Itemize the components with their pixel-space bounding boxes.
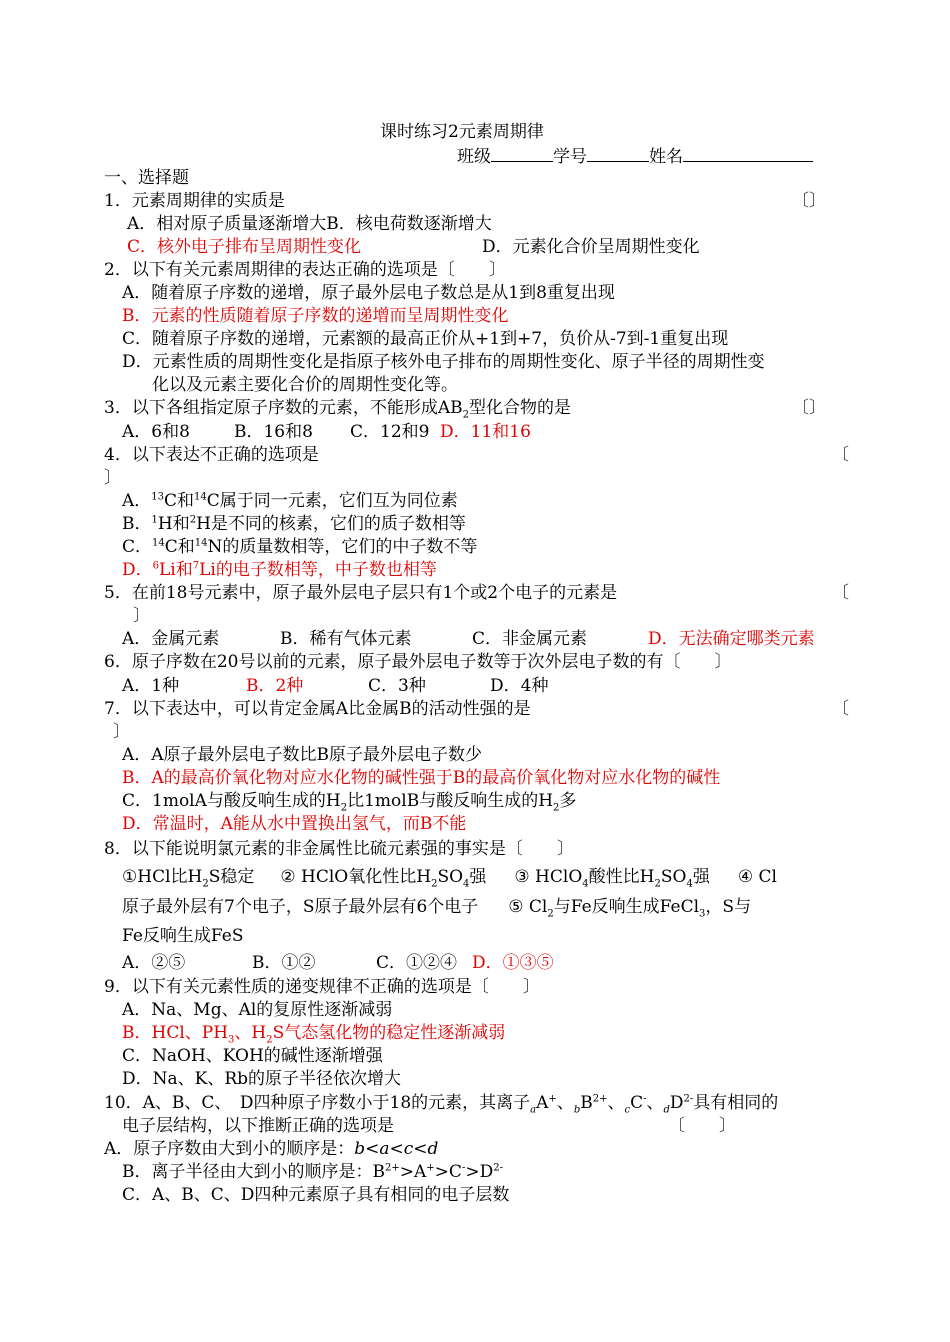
page-title: 课时练习2元素周期律 (380, 122, 544, 142)
q10-b-charge: - (461, 1162, 466, 1174)
q10-b-text: >D (465, 1162, 494, 1182)
q2-option-b[interactable]: B．元素的性质随着原子序数的递增而呈周期性变化 (122, 306, 509, 326)
q3-option-b[interactable]: B．16和8 (234, 422, 313, 442)
q10-stem-text: 10．A、B、C、 D四种原子序数小于18的元素，其离子 (104, 1093, 531, 1113)
q4-option-b[interactable] (122, 513, 466, 535)
q2-option-c[interactable]: C．随着原子序数的递增，元素额的最高正价从+1到+7，负价从-7到-1重复出现 (122, 329, 729, 349)
q1-stem: 1．元素周期律的实质是 (104, 191, 285, 211)
q1-option-b[interactable]: B．核电荷数逐渐增大 (326, 214, 492, 234)
q7-option-d[interactable]: D．常温时，A能从水中置换出氢气，而B不能 (122, 814, 467, 834)
q8-sub: 3 (699, 908, 706, 920)
name-blank[interactable] (683, 145, 813, 162)
q3-stem-text-end: 型化合物的是 (468, 398, 571, 418)
q9-option-a[interactable]: A．Na、Mg、Al的复原性逐渐减弱 (122, 1000, 393, 1020)
q4-option-a[interactable] (122, 490, 458, 512)
q4-stem: 4．以下表达不正确的选项是 (104, 445, 319, 465)
q10-b-text: >A (399, 1162, 427, 1182)
q8-sub: 2 (202, 878, 209, 890)
q4-a-text2: C属于同一元素，它们互为同位素 (206, 491, 458, 511)
q2-option-d-line2: 化以及元素主要化合价的周期性变化等。 (152, 375, 458, 395)
q10-a-text: A．原子序数由大到小的顺序是： (104, 1139, 355, 1159)
q8-fact5: ⑤ Cl (508, 897, 548, 917)
q10-index-b: b (573, 1104, 581, 1116)
q4-a-sup1: 13 (151, 491, 165, 503)
q8-fact1-end: S稳定 (208, 867, 255, 887)
q10-option-a[interactable] (104, 1138, 438, 1160)
q4-b-text2: H是不同的核素，它们的质子数相等 (196, 514, 466, 534)
q7-stem: 7．以下表达中，可以肯定金属A比金属B的活动性强的是 (104, 699, 531, 719)
q5-option-a[interactable]: A．金属元素 (122, 629, 220, 649)
q5-option-b[interactable]: B．稀有气体元素 (280, 629, 412, 649)
q10-paren: 〔 〕 (668, 1116, 736, 1136)
q4-d-text2: Li的电子数相等，中子数也相等 (199, 560, 437, 580)
q9-option-b[interactable] (122, 1022, 505, 1044)
q9-b-text2: 、H (234, 1023, 267, 1043)
q10-stem-end: 具有相同的 (693, 1093, 779, 1113)
q4-b-sup2: 2 (189, 514, 197, 526)
q10-ion-a: A (536, 1093, 549, 1113)
q3-paren: 〔〕 (792, 398, 826, 418)
q8-sub: 4 (463, 878, 470, 890)
q10-option-c[interactable]: C．A、B、C、D四种元素原子具有相同的电子层数 (122, 1185, 510, 1205)
q3-option-c[interactable]: C．12和9 (350, 422, 430, 442)
q8-sub: 2 (547, 908, 554, 920)
q4-paren-open: 〔 (832, 445, 849, 465)
q10-index-c: c (624, 1104, 631, 1116)
q7-option-b[interactable]: B．A的最高价氧化物对应水化物的碱性强于B的最高价氧化物对应水化物的碱性 (122, 768, 721, 788)
q10-b-text: >C (434, 1162, 462, 1182)
q10-a-expr: b<a<c<d (354, 1139, 439, 1159)
q7-c-sub2: 2 (553, 802, 560, 814)
q8-stem: 8．以下能说明氯元素的非金属性比硫元素强的事实是〔 〕 (104, 839, 574, 859)
q10-charge-b: 2+ (592, 1093, 608, 1105)
q5-stem: 5．在前18号元素中，原子最外层电子层只有1个或2个电子的元素是 (104, 583, 618, 603)
q10-b-text: B．离子半径由大到小的顺序是：B (122, 1162, 385, 1182)
q10-sep: 、 (607, 1093, 625, 1113)
q10-b-charge: 2+ (385, 1162, 400, 1174)
q1-option-d[interactable]: D．元素化合价呈周期性变化 (482, 237, 700, 257)
q8-fact3-end: 强 (692, 867, 710, 887)
q3-option-a[interactable]: A．6和8 (122, 422, 190, 442)
q8-option-c[interactable]: C．①②④ (376, 953, 458, 973)
class-blank[interactable] (491, 145, 553, 162)
q3-option-d[interactable]: D．11和16 (440, 422, 531, 442)
q4-label-b: B． (122, 514, 152, 534)
q6-option-c[interactable]: C．3种 (368, 676, 426, 696)
q8-sub: 2 (431, 878, 438, 890)
q1-option-c[interactable]: C．核外电子排布呈周期性变化 (127, 237, 362, 257)
q4-d-text1: Li和 (159, 560, 193, 580)
q10-option-b[interactable] (122, 1161, 503, 1183)
q3-stem-sub: 2 (462, 409, 469, 421)
q8-sub: 4 (686, 878, 693, 890)
q8-fact3-mid2: SO (660, 867, 687, 887)
q4-b-sup1: 1 (151, 514, 158, 526)
q4-option-c[interactable] (122, 536, 477, 558)
q10-stem-line1 (104, 1092, 778, 1114)
q8-sub: 2 (654, 878, 661, 890)
q5-paren-close: 〕 (133, 606, 150, 626)
q8-fact2-end: 强 (469, 867, 487, 887)
q7-paren-close: 〕 (113, 722, 130, 742)
q8-fact3: ③ HClO (514, 867, 583, 887)
q8-fact5-end: ，S与 (705, 897, 752, 917)
q9-option-d[interactable]: D．Na、K、Rb的原子半径依次增大 (122, 1069, 402, 1089)
q8-fact4-cont: 原子最外层有7个电子，S原子最外层有6个电子 (122, 897, 479, 917)
q10-ion-b: B (580, 1093, 593, 1113)
q2-option-a[interactable]: A．随着原子序数的递增，原子最外层电子数总是从1到8重复出现 (122, 283, 615, 303)
q4-label-a: A． (122, 491, 152, 511)
q6-option-d[interactable]: D．4种 (490, 676, 549, 696)
q10-sep: 、 (556, 1093, 574, 1113)
q3-stem-text: 3．以下各组指定原子序数的元素，不能形成AB (104, 398, 463, 418)
section-heading: 一、选择题 (104, 168, 189, 188)
q10-b-charge: + (426, 1162, 435, 1174)
q4-c-sup2: 14 (194, 537, 208, 549)
q5-paren-open: 〔 (832, 583, 849, 603)
q1-paren: 〔〕 (792, 191, 826, 211)
q7-c-text1: C．1molA与酸反响生成的H (122, 791, 341, 811)
q10-sep: 、 (646, 1093, 664, 1113)
q7-option-c[interactable] (122, 790, 576, 812)
q8-fact2: ② HClO氧化性比H (280, 867, 432, 887)
q6-option-b[interactable]: B．2种 (246, 676, 304, 696)
q10-index-a: a (530, 1104, 537, 1116)
q9-b-text3: S气态氢化物的稳定性逐渐减弱 (272, 1023, 506, 1043)
q10-stem-line2: 电子层结构，以下推断正确的选项是 (122, 1116, 394, 1136)
q4-c-text2: N的质量数相等，它们的中子数不等 (207, 537, 478, 557)
q8-option-b[interactable]: B．①② (252, 953, 316, 973)
q10-charge-a: + (548, 1093, 557, 1105)
id-label: 学号 (553, 147, 587, 167)
q3-stem (104, 397, 571, 419)
q8-sub: 4 (582, 878, 589, 890)
q8-option-a[interactable]: A．②⑤ (122, 953, 186, 973)
q8-facts-line3: Fe反响生成FeS (122, 926, 244, 946)
name-label: 姓名 (649, 147, 683, 167)
q10-charge-c: - (643, 1093, 647, 1105)
q8-fact4: ④ Cl (737, 867, 777, 887)
q4-option-d[interactable] (122, 559, 437, 581)
q4-a-text1: C和 (164, 491, 195, 511)
q8-fact5-mid: 与Fe反响生成FeCl (553, 897, 700, 917)
q8-fact3-mid: 酸性比H (588, 867, 655, 887)
q8-fact1: ①HCl比H (122, 867, 203, 887)
class-label: 班级 (457, 147, 491, 167)
q1-options-ab (127, 213, 492, 235)
student-info (457, 145, 813, 168)
q4-c-sup1: 14 (152, 537, 165, 549)
q4-b-text1: H和 (157, 514, 190, 534)
q4-d-sup1: 6 (152, 560, 160, 572)
q1-option-a[interactable]: A．相对原子质量逐渐增大 (127, 214, 327, 234)
q7-option-a[interactable]: A．A原子最外层电子数比B原子最外层电子数少 (122, 745, 483, 765)
q4-c-text1: C和 (164, 537, 195, 557)
q2-option-d-line1[interactable]: D．元素性质的周期性变化是指原子核外电子排布的周期性变化、原子半径的周期性变 (122, 352, 765, 372)
q5-option-d[interactable]: D．无法确定哪类元素 (648, 629, 815, 649)
q9-option-c[interactable]: C．NaOH、KOH的碱性逐渐增强 (122, 1046, 383, 1066)
q6-stem: 6．原子序数在20号以前的元素，原子最外层电子数等于次外层电子数的有〔 〕 (104, 652, 732, 672)
q4-paren-close: 〕 (104, 468, 121, 488)
id-blank[interactable] (587, 145, 649, 162)
q7-c-text2: 比1molB与酸反响生成的H (347, 791, 554, 811)
q4-label-c: C． (122, 537, 153, 557)
q9-b-sub2: 2 (266, 1034, 273, 1046)
q4-d-sup2: 7 (192, 560, 200, 572)
q7-c-text3: 多 (559, 791, 577, 811)
q10-b-charge: 2- (493, 1162, 503, 1174)
q6-option-a[interactable]: A．1种 (122, 676, 180, 696)
q10-ion-c: C (630, 1093, 644, 1113)
q7-paren-open: 〔 (832, 699, 849, 719)
q4-a-sup2: 14 (194, 491, 207, 503)
q10-index-d: d (663, 1104, 670, 1116)
q9-stem: 9．以下有关元素性质的递变规律不正确的选项是〔 〕 (104, 977, 540, 997)
q10-charge-d: 2- (683, 1093, 694, 1105)
q8-fact2-mid: SO (437, 867, 464, 887)
q8-facts-line2 (122, 896, 751, 918)
q2-stem: 2．以下有关元素周期律的表达正确的选项是〔 〕 (104, 260, 506, 280)
q4-label-d: D． (122, 560, 153, 580)
q8-option-d[interactable]: D．①③⑤ (472, 953, 554, 973)
q5-option-c[interactable]: C．非金属元素 (472, 629, 588, 649)
q9-b-sub1: 3 (228, 1034, 235, 1046)
q10-ion-d: D (669, 1093, 684, 1113)
q9-b-text1: B．HCl、PH (122, 1023, 229, 1043)
q7-c-sub1: 2 (340, 802, 348, 814)
q8-facts-line1 (122, 866, 777, 888)
